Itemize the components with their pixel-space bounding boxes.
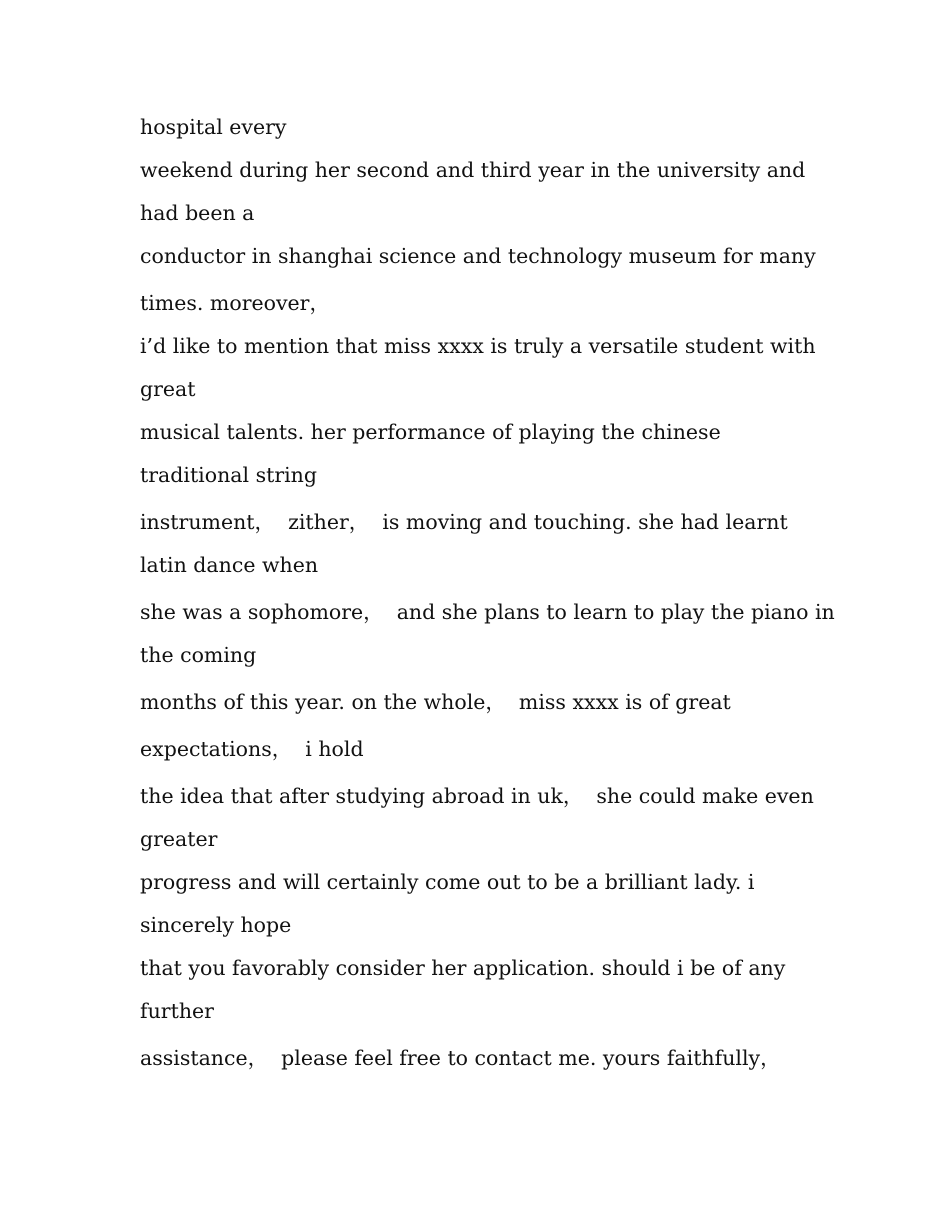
text-line: progress and will certainly come out to be a brilliant lady. i xyxy=(140,870,755,894)
text-line: conductor in shanghai science and technology museum for many xyxy=(140,244,816,268)
text-line: instrument， zither， is moving and touching. she had learnt xyxy=(140,510,788,534)
text-line: great xyxy=(140,377,196,401)
text-line: musical talents. her performance of playing the chinese xyxy=(140,420,721,444)
text-line: assistance， please feel free to contact me. yours faithfully， xyxy=(140,1046,781,1070)
text-line: weekend during her second and third year in the university and xyxy=(140,158,806,182)
text-line: the idea that after studying abroad in uk， she could make even xyxy=(140,784,814,808)
text-line: hospital every xyxy=(140,115,287,139)
text-line: that you favorably consider her application. should i be of any xyxy=(140,956,786,980)
letter-body xyxy=(140,108,835,1082)
text-line: latin dance when xyxy=(140,553,319,577)
text-line: i’d like to mention that miss xxxx is truly a versatile student with xyxy=(140,334,816,358)
text-line: the coming xyxy=(140,643,257,667)
text-line: sincerely hope xyxy=(140,913,292,937)
text-line: expectations， i hold xyxy=(140,737,364,761)
text-line: times. moreover， xyxy=(140,291,330,315)
text-line: had been a xyxy=(140,201,255,225)
text-line: further xyxy=(140,999,214,1023)
text-line: traditional string xyxy=(140,463,318,487)
text-line: months of this year. on the whole， miss xxxx is of great xyxy=(140,690,731,714)
text-line: she was a sophomore， and she plans to learn to play the piano in xyxy=(140,600,835,624)
text-line: greater xyxy=(140,827,218,851)
